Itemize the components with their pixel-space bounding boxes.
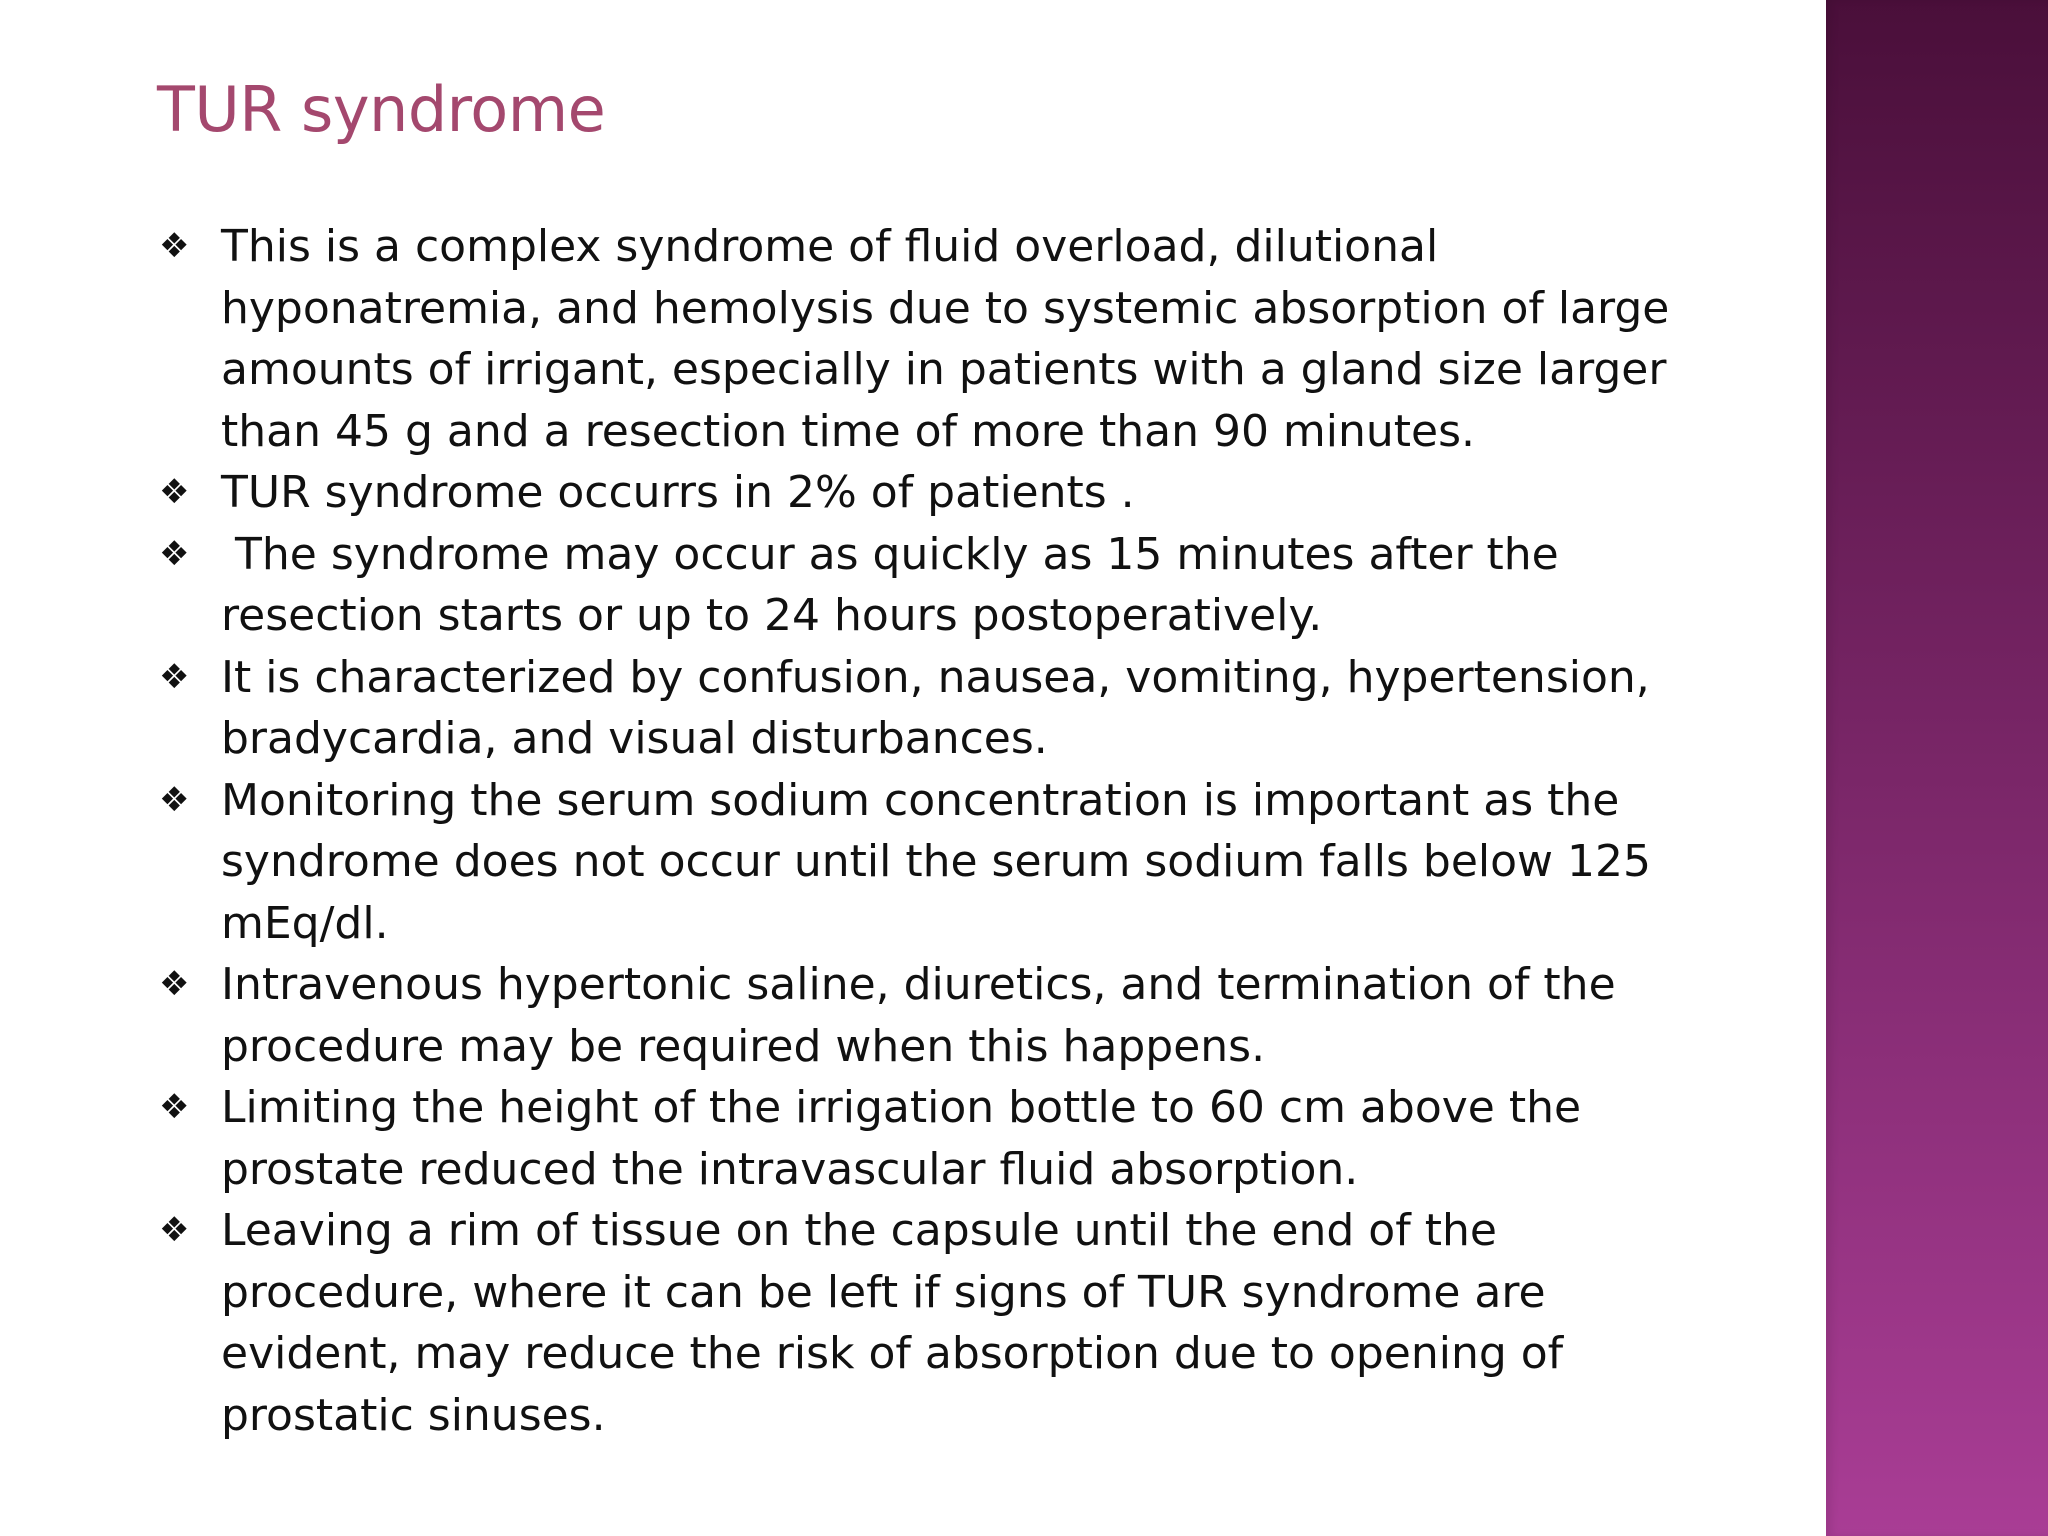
diamond-bullet-icon: ❖ (159, 226, 190, 266)
bullet-text: Leaving a rim of tissue on the capsule until the end of the procedure, where it can be left if signs of TUR syndrome are evident, may reduce the risk of absorption due to opening of prostatic sinuses. (221, 1205, 1564, 1441)
bullet-text: Intravenous hypertonic saline, diuretics, and termination of the procedure may be required when this happens. (221, 959, 1616, 1072)
bullet-item (157, 647, 1717, 770)
bullet-item (157, 524, 1717, 647)
bullet-item (157, 1077, 1717, 1200)
diamond-bullet-icon: ❖ (159, 1210, 190, 1250)
bullet-item (157, 1200, 1717, 1446)
diamond-bullet-icon: ❖ (159, 656, 190, 697)
bullet-text: This is a complex syndrome of fluid overload, dilutional hyponatremia, and hemolysis due to systemic absorption of large amounts of irrigant, especially in patients with a gland size larger than 45 g and a resection time of more than 90 minutes. (221, 221, 1670, 457)
slide-title: TUR syndrome (157, 73, 606, 146)
diamond-bullet-icon: ❖ (159, 779, 190, 820)
bullet-text: The syndrome may occur as quickly as 15 minutes after the resection starts or up to 24 hours postoperatively. (221, 528, 1573, 641)
bullet-list (157, 216, 1717, 1446)
diamond-bullet-icon: ❖ (159, 472, 190, 512)
bullet-text: It is characterized by confusion, nausea, vomiting, hypertension, bradycardia, and visual disturbances. (221, 651, 1650, 764)
bullet-item (157, 770, 1717, 955)
bullet-text: TUR syndrome occurrs in 2% of patients . (221, 467, 1135, 518)
bullet-item (157, 216, 1717, 462)
diamond-bullet-icon: ❖ (159, 533, 190, 574)
diamond-bullet-icon: ❖ (159, 964, 190, 1004)
diamond-bullet-icon: ❖ (159, 1087, 190, 1127)
decorative-side-band (1826, 0, 2048, 1536)
bullet-text: Monitoring the serum sodium concentration is important as the syndrome does not occur until the serum sodium falls below 125 mEq/dl. (221, 774, 1651, 949)
bullet-item (157, 462, 1717, 524)
bullet-text: Limiting the height of the irrigation bottle to 60 cm above the prostate reduced the intravascular fluid absorption. (221, 1082, 1582, 1195)
bullet-item (157, 954, 1717, 1077)
